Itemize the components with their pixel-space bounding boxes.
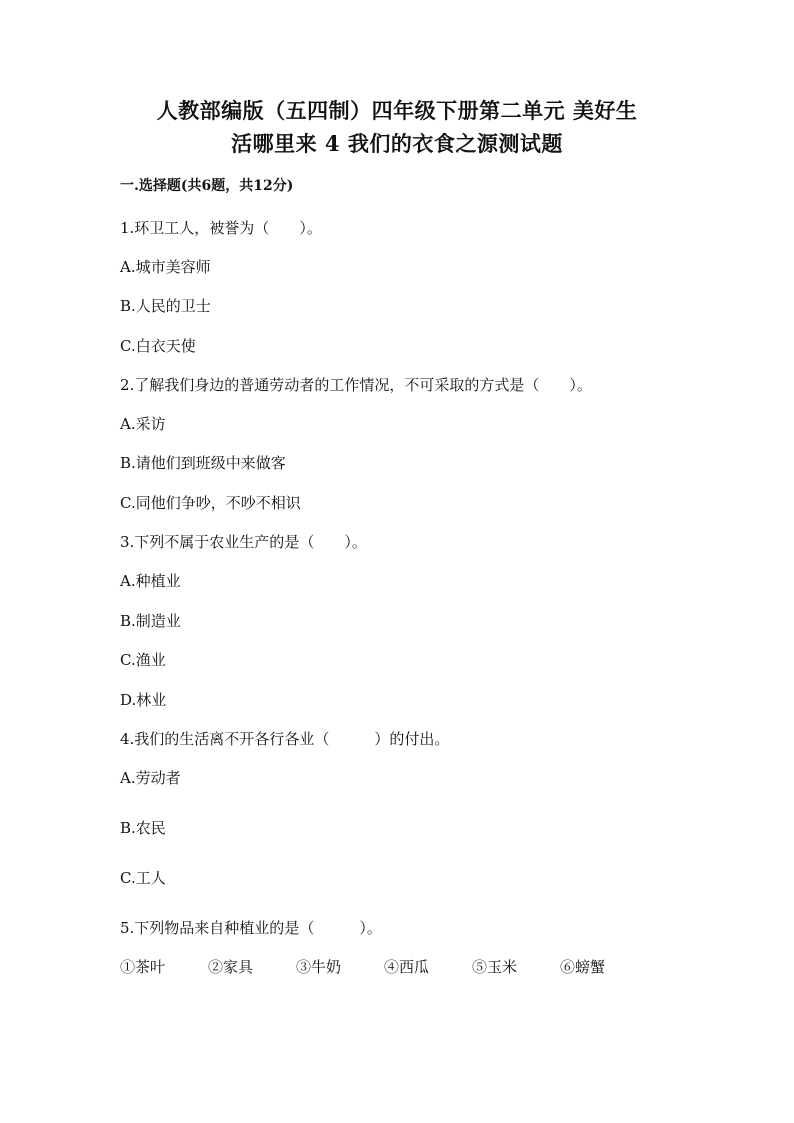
question-5-stem: 5.下列物品来自种植业的是（ ）。 — [120, 919, 382, 937]
question-4-stem: 4.我们的生活离不开各行各业（ ）的付出。 — [120, 730, 450, 748]
question-3-option-c: C.渔业 — [120, 651, 166, 669]
question-2-option-b: B.请他们到班级中来做客 — [120, 454, 286, 472]
question-3-option-d: D.林业 — [120, 691, 167, 709]
question-5-item-1: ①茶叶 — [120, 958, 166, 976]
question-1-stem: 1.环卫工人，被誉为（ ）。 — [120, 219, 322, 237]
question-4-option-b: B.农民 — [120, 819, 166, 837]
question-2-stem: 2.了解我们身边的普通劳动者的工作情况，不可采取的方式是（ ）。 — [120, 376, 592, 394]
question-4-option-c: C.工人 — [120, 869, 166, 887]
question-1-option-c: C.白衣天使 — [120, 337, 196, 355]
question-5-item-5: ⑤玉米 — [472, 958, 518, 976]
question-2-option-c: C.同他们争吵，不吵不相识 — [120, 494, 301, 512]
question-1-option-a: A.城市美容师 — [120, 258, 211, 276]
question-5-item-6: ⑥螃蟹 — [560, 958, 606, 976]
question-2-option-a: A.采访 — [120, 415, 166, 433]
question-1-option-b: B.人民的卫士 — [120, 297, 211, 315]
question-3-option-b: B.制造业 — [120, 612, 181, 630]
question-5-item-3: ③牛奶 — [296, 958, 342, 976]
question-5-item-2: ②家具 — [208, 958, 254, 976]
question-3-stem: 3.下列不属于农业生产的是（ ）。 — [120, 533, 367, 551]
question-4-option-a: A.劳动者 — [120, 769, 181, 787]
section-heading: 一.选择题(共6题，共12分) — [120, 178, 294, 194]
question-3-option-a: A.种植业 — [120, 572, 181, 590]
document-title-line-1: 人教部编版（五四制）四年级下册第二单元 美好生 — [156, 98, 638, 123]
question-5-item-4: ④西瓜 — [384, 958, 430, 976]
document-title-line-2: 活哪里来 4 我们的衣食之源测试题 — [231, 131, 563, 156]
